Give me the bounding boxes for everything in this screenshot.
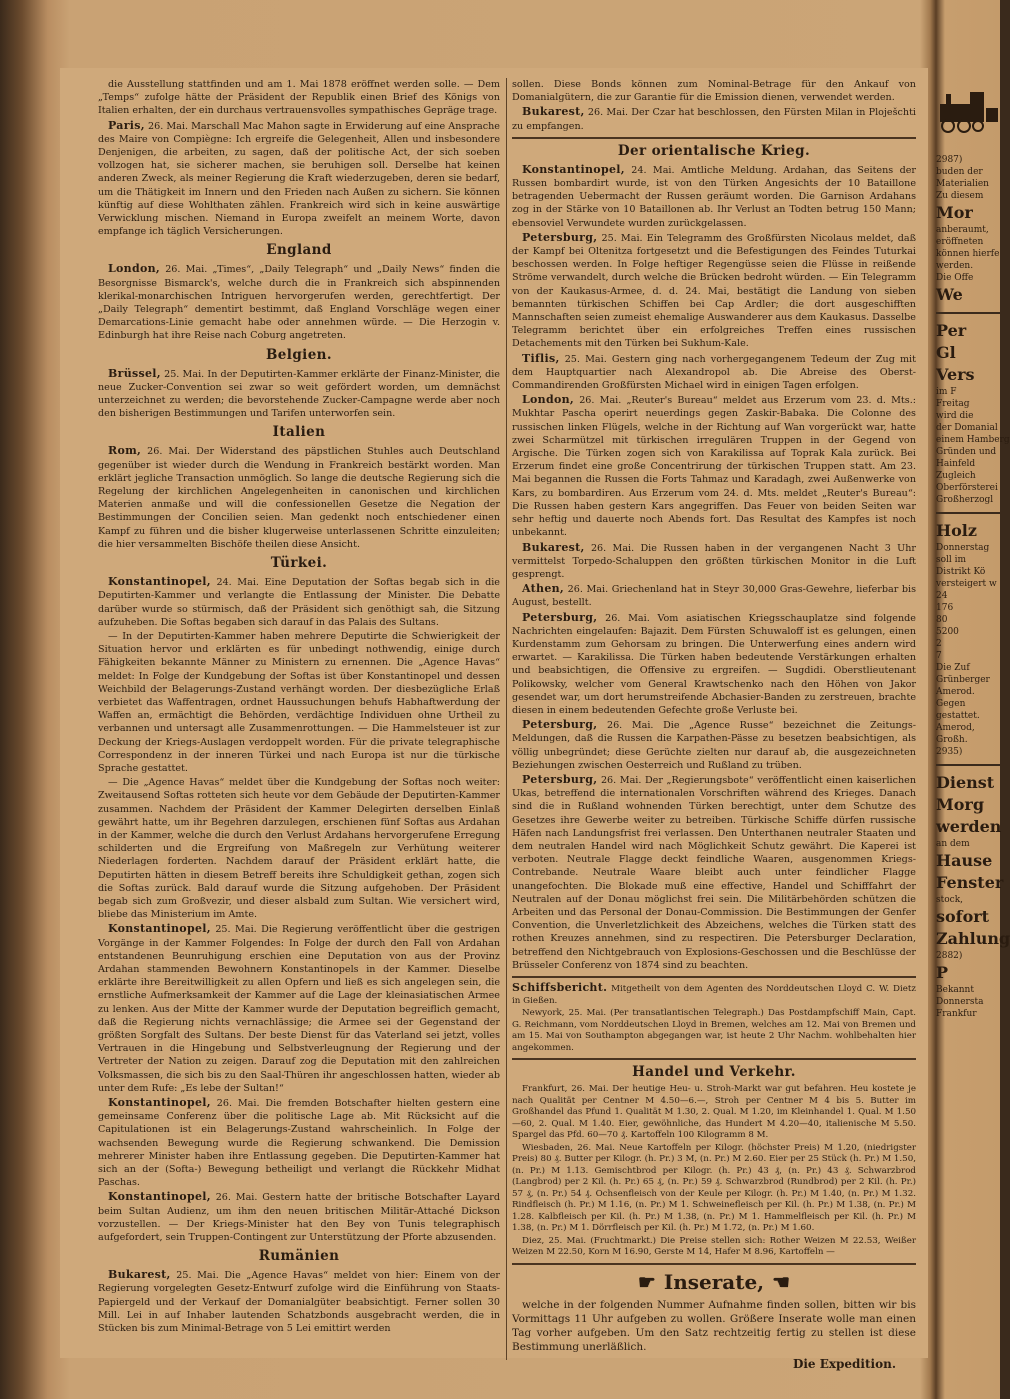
column-divider (506, 78, 507, 1360)
adjacent-page-line: Per (936, 321, 967, 340)
dateline: Petersburg, (522, 772, 598, 786)
article-text: 26. Mai. „Times“, „Daily Telegraph“ und „Daily News“ finden die Besorgnisse Bismarck's, welche durch die in Frankreich sich abspinnenden klerikal-monarchischen Intriguen hervorgerufen werden, gerechtfertigt. Der „Daily Telegraph“ dementirt bestimmt, daß England Vorschläge wegen einer Demarcations-Linie gemacht habe oder annehmen würde. — Die Herzogin v. Edinburgh hat ihre Reise nach Coburg angetreten. (98, 264, 500, 342)
pointing-hand-left-icon: ☚ (772, 1269, 791, 1294)
article-text: 26. Mai. Der Widerstand des päpstlichen Stuhles auch Deutschland gegenüber ist wieder durch die Wendung in Frankreich bestärkt worden. Man erklärt jegliche Transaction unmöglich. So lange die deutsche Regierung sich die Regelung der kirchlichen Angelegenheiten in canonischen und kirchlichen Materien anmaße und will die confessionellen Gesetze die Negation der Bestimmungen der Concilien seien. Man gedenkt noch entschiedener einen Kampf zu führen und die bisher klugerweise unterlassenen Schritte einzuleiten; die hier versammelten Bischöfe theilen diese Ansicht. (98, 446, 500, 550)
adjacent-page-line: Die Zuf (936, 663, 970, 673)
schiffsbericht-text: Newyork, 25. Mai. (Per transatlantischen Telegraph.) Das Postdampfschiff Main, Capt. G. Reichmann, vom Norddeutschen Lloyd in Bremen, welches am 12. Mai von Bremen und am 15. Mai von Southampton abgegangen war, ist heute 2 Uhr Nachm. wohlbehalten hier angekommen. (512, 1008, 916, 1053)
article-text: 26. Mai. Vom asiatischen Kriegsschauplatze sind folgende Nachrichten eingelaufen: Bajazit. Dem Fürsten Schuwaloff ist es gelungen, einen Kurdenstamm zum Gehorsam zu bringen. Die Unterwerfung eines andern wird erwartet. — Karakilissa. Die Türken haben bedeutende Verstärkungen erhalten und beabsichtigen, die Offensive zu ergreifen. — Sugdidi. Oberstlieutenant Polikowsky, welcher vom General Krawtschenko nach den Höhen von Jakor gesendet war, um dort herumstreifende Abchasier-Banden zu zerstreuen, brachte diesen in einem bedeutenden Gefechte große Verluste bei. (512, 612, 916, 716)
article-konstantinopel-3 (98, 1096, 500, 1189)
article-text: 26. Mai. Gestern hatte der britische Botschafter Layard beim Sultan Audienz, um ihm den neuen britischen Militär-Attaché Dickson vorzustellen. — Der Kriegs-Minister hat den Bey von Tunis telegraphisch aufgefordert, sein Truppen-Contingent zur Unterstützung der Pforte abzusenden. (98, 1192, 500, 1244)
adjacent-page-line: Bekannt (936, 985, 974, 995)
adjacent-page-line: eröffneten (936, 237, 984, 247)
article-text: 26. Mai. „Reuter's Bureau“ meldet aus Erzerum vom 23. d. Mts.: Mukhtar Pascha operirt neuerdings gegen Zaskir-Babaka. Die Colonne des russischen linken Flügels, welche in der Richtung auf Wan vorgerückt war, hatte zwei Scharmützel mit türkischen irregulären Truppen in der Gegend von Argische. Die Türken zogen sich von Karakilissa auf Toprak Kala zurück. Bei Erzerum findet eine große Concentrirung der türkischen Truppen statt. Am 23. Mai begannen die Russen die Forts Tahmaz und Karadagh, zwei Außenwerke von Kars, zu bombardiren. Aus Erzerum vom 24. d. Mts. meldet „Reuter's Bureau“: Die Russen haben gestern Kars angegriffen. Das Feuer von beiden Seiten war sehr heftig und dauerte noch Abends fort. Das Resultat des Kampfes ist noch unbekannt. (512, 395, 916, 539)
section-heading-belgien: Belgien. (266, 346, 332, 363)
adjacent-page-line: Hause (936, 851, 993, 870)
left-column (98, 78, 500, 1336)
dateline: London, (522, 393, 575, 407)
adjacent-page-line: sofort (936, 907, 990, 926)
adjacent-page-line: 2987) (936, 155, 963, 165)
pointing-hand-right-icon: ☛ (637, 1269, 656, 1294)
section-heading-rumaenien: Rumänien (258, 1248, 340, 1265)
dateline: Brüssel, (108, 366, 161, 380)
article-text: 26. Mai. Griechenland hat in Steyr 30,000 Gras-Gewehre, lieferbar bis August, bestellt. (512, 584, 916, 609)
adjacent-page-line: stock, (936, 895, 964, 905)
adjacent-page-line: Amerod. (936, 687, 975, 697)
adjacent-page-line: werden (936, 817, 1002, 836)
dateline: Bukarest, (108, 1268, 171, 1282)
article-petersburg-2 (512, 611, 916, 718)
adjacent-page-line: 2882) (936, 951, 963, 961)
article-london (98, 262, 500, 342)
dateline: Konstantinopel, (108, 922, 211, 936)
section-heading-italien: Italien (272, 424, 326, 441)
article-petersburg-1 (512, 231, 916, 351)
article-text: 25. Mai. Gestern ging nach vorhergegangenem Tedeum der Zug mit dem Hauptquartier nach Alexandropol ab. Die Abreise des Oberst-Commandirenden Großfürsten Michael wird in einigen Tagen erfolgen. (512, 353, 916, 392)
article-text: 25. Mai. In der Deputirten-Kammer erklärte der Finanz-Minister, die neue Zucker-Convention sei zwar so weit gefördert worden, um demnächst unterzeichnet zu werden; die bevorstehende Zucker-Campagne werde aber noch den bisherigen Bestimmungen und Tarifen unterworfen sein. (98, 368, 500, 420)
article-bruessel (98, 367, 500, 421)
adjacent-page-line: Gegen (936, 699, 966, 709)
article-tiflis (512, 352, 916, 393)
article-text: 25. Mai. Die Regierung veröffentlicht über die gestrigen Vorgänge in der Kammer Folgendes: In Folge der durch den Fall von Ardahan entstandenen Beunruhigung erschien eine Deputation von aus der Provinz Ardahan stammenden Bewohnern Konstantinopels in der Kammer. Dieselbe erklärte ihre Bereitwilligkeit zu allen Opfern und ließ es sich angelegen sein, die ernstliche Aufmerksamkeit der Kammer auf die Lage der kleinasiatischen Armee zu lenken. Aus der Mitte der Kammer wurde der Deputation begreiflich gemacht, daß die Regierung nichts vernachlässige; die Armee sei der Gegenstand der größten Sorgfalt des Sultans. Der beste Dienst für das Vaterland sei jetzt, volles Vertrauen in die Hingebung und Selbstverleugnung der Regierung und der Vertreter der Nation zu zeigen. Darauf zog die Deputation mit den zahlreichen Volksmassen, die sich bis zu den Saal-Thüren ihr angeschlossen hatten, wieder ab unter dem Rufe: „Es lebe der Sultan!“ (98, 924, 500, 1094)
adjacent-page-line: Oberförsterei (936, 483, 998, 493)
section-rule (512, 976, 916, 978)
adjacent-page-rule (936, 512, 1000, 514)
market-diez: Diez, 25. Mai. (Fruchtmarkt.) Die Preise stellen sich: Rother Weizen M 22.53, Weißer Weizen M 22.50, Korn M 16.90, Gerste M 14, Hafer M 8.96, Kartoffeln — (512, 1235, 916, 1257)
adjacent-page-line: versteigert w (936, 579, 997, 589)
inserate-text: welche in der folgenden Nummer Aufnahme finden sollen, bitten wir bis Vormittags 11 Uhr aufgeben zu wollen. Größere Inserate wolle man einen Tag vorher aufgeben. Um den Satz rechtzeitig fertig zu stellen ist diese Bestimmung unerläßlich. (512, 1298, 916, 1353)
article-bukarest-3 (512, 541, 916, 582)
adjacent-page-line: Vers (936, 365, 975, 384)
adjacent-page-line: Frankfur (936, 1009, 977, 1019)
section-heading-handel: Handel und Verkehr. (632, 1064, 796, 1080)
article-paragraph: — Die „Agence Havas“ meldet über die Kundgebung der Softas noch weiter: Zweitausend Softas rotteten sich heute vor dem Gebäude der Deputirten-Kammer zusammen. Nachdem der Präsident der Kammer Delegirten derselben Einlaß gewährt hatte, um ihr Begehren darzulegen, erschienen fünf Softas aus Ardahan in der Kammer, welche die durch den Verlust Ardahans hervorgerufene Erregung schilderten und die Ergreifung von Maßregeln zur Verhütung weiterer Niederlagen forderten. Nachdem darauf der Präsident erklärt hatte, die Deputirten hätten in diesem Betreff bereits ihre Schuldigkeit gethan, zogen sich die Softas zurück. Bald darauf wurde die Sitzung aufgehoben. Der Präsident begab sich zum Großvezir, und dieser alsbald zum Sultan. Wie versichert wird, bliebe das Ministerium im Amte. (98, 777, 500, 921)
article-text: 26. Mai. Die Russen haben in der vergangenen Nacht 3 Uhr vermittelst Torpedo-Schaluppen den größten türkischen Monitor in die Luft gesprengt. (512, 542, 916, 580)
dateline: Petersburg, (522, 610, 598, 624)
dateline: Tiflis, (522, 351, 560, 365)
adjacent-page-line: im F (936, 387, 957, 397)
section-rule (512, 1058, 916, 1060)
article-konstantinopel-1 (98, 575, 500, 629)
section-rule (512, 137, 916, 139)
adjacent-page-line: Grünberger (936, 675, 990, 685)
article-text: 25. Mai. Ein Telegramm des Großfürsten Nicolaus meldet, daß der Kampf bei Oltenitza fortgesetzt und die Befestigungen des Feindes Tuturkai beschossen werden. In Folge heftiger Regengüsse seien die Flüsse in reißende Ströme verwandelt, durch welche die Brücken bedroht würden. — Ein Telegramm von der Kaukasus-Armee, d. d. 24. Mai, bestätigt die Landung von sieben bemannten türkischen Schiffen bei Cap Ardler; die dort ausgeschifften Mannschaften seien zumeist ehemalige Auswanderer aus dem Kaukasus. Dasselbe Telegramm berichtet über ein erfolgreiches Treffen eines russischen Detachements mit den Türken bei Sukhum-Kale. (512, 232, 917, 350)
dateline: Konstantinopel, (108, 575, 211, 589)
adjacent-page-line: Gl (936, 343, 956, 362)
adjacent-page-line: an dem (936, 839, 970, 849)
adjacent-page-line: soll im (936, 555, 967, 565)
adjacent-page-line: Zahlung (936, 929, 1010, 948)
article-text: 25. Mai. Die „Agence Havas“ meldet von hier: Einem von der Regierung vorgelegten Gesetz-Entwurf zufolge wird die Einführung von Staats-Papiergeld und der Verkauf der Domanialgüter beabsichtigt. Ferner sollen 30 Mill. Lei in auf Inhaber lautenden Schatzbonds ausgebracht werden, die in Stücken bis zum Minimal-Betrage von 5 Lei emittirt werden (98, 1270, 500, 1335)
dateline: Petersburg, (522, 230, 598, 244)
adjacent-page-line: 80 (936, 615, 948, 625)
adjacent-page-line: Freitag (936, 399, 970, 409)
adjacent-page-line: wird die (936, 411, 974, 421)
adjacent-page-line: We (936, 285, 963, 304)
section-heading-krieg: Der orientalische Krieg. (617, 142, 811, 159)
dateline: Konstantinopel, (108, 1190, 211, 1204)
right-column (512, 78, 916, 1371)
article-rom (98, 444, 500, 551)
article-text: 24. Mai. Eine Deputation der Softas begab sich in die Deputirten-Kammer und verlangte die Entlassung der Minister. Die Debatte darüber wurde so stürmisch, daß der Präsident sich genöthigt sah, die Sitzung aufzuheben. Die Softas begaben sich darauf in das Palais des Sultans. (98, 577, 500, 628)
dateline: Konstantinopel, (108, 1096, 211, 1110)
dateline: Bukarest, (522, 105, 585, 119)
adjacent-page-line: Großherzogl (936, 495, 994, 505)
adjacent-page-line: Mor (936, 203, 973, 222)
dateline: Paris, (108, 118, 145, 132)
article-text: 26. Mai. Die „Agence Russe“ bezeichnet die Zeitungs-Meldungen, daß die Russen die Karpathen-Pässe zu besetzen beabsichtigen, als völlig unbegründet; diese Gerüchte zielten nur darauf ab, die ausgezeichneten Beziehungen zwischen Oesterreich und Rußland zu trüben. (512, 720, 916, 771)
adjacent-page-line: anberaumt, (936, 225, 989, 235)
adjacent-page-line: 2935) (936, 747, 963, 757)
adjacent-page-line: Amerod, (936, 723, 975, 733)
adjacent-page-line: der Domanial (936, 423, 998, 433)
article-paragraph: — In der Deputirten-Kammer haben mehrere Deputirte die Schwierigkeit der Situation hervor und erklärten es für unbedingt nothwendig, einige durch Fähigkeiten bekannte Männer zu Ministern zu ernennen. Die „Agence Havas“ meldet: In Folge der Kundgebung der Softas ist über Konstantinopel und dessen Weichbild der Belagerungs-Zustand verhängt worden. Der diesbezügliche Erlaß verbietet das Waffentragen, ordnet Haussuchungen behufs Habhaftwerdung der Waffen an, ermächtigt die Behörden, verdächtige Individuen ohne Urtheil zu verbannen und untersagt alle Zusammenrottungen. — Die Hammelsteuer ist zur Deckung der Kriegs-Auslagen verdoppelt worden. Für die private telegraphische Correspondenz in der inneren Türkei und nach Europa ist nur die türkische Sprache gestattet. (98, 630, 500, 774)
article-bukarest-2 (512, 105, 916, 132)
adjacent-page-line: P (936, 963, 949, 982)
inserate-banner (512, 1269, 916, 1295)
adjacent-page-line: 5200 (936, 627, 959, 637)
dateline: London, (108, 262, 161, 276)
adjacent-page-line: Zu diesem (936, 191, 984, 201)
market-frankfurt: Frankfurt, 26. Mai. Der heutige Heu- u. Stroh-Markt war gut befahren. Heu kostete je nach Qualität per Centner M 4.50—6.—, Stroh per Centner M 4 bis 5. Butter im Großhandel das Pfund 1. Qualität M 1.30, 2. Qual. M 1.20, im Kleinhandel 1. Qual. M 1.50—60, 2. Qual. M 1.40. Eier, gewöhnliche, das Hundert M 4.20—40, italienische M 5.50. Spargel das Pfd. 60—70 ₰. Kartoffeln 100 Kilogramm 8 M. (512, 1084, 916, 1140)
article-paragraph: die Ausstellung stattfinden und am 1. Mai 1878 eröffnet werden solle. — Dem „Temps“ zufolge hätte der Präsident der Republik einen Brief des Königs von Italien erhalten, der ein durchaus vertrauensvolles sympathisches Gepräge trage. (98, 79, 500, 117)
article-bukarest-1 (98, 1268, 500, 1335)
adjacent-page-line: buden der (936, 167, 983, 177)
section-heading-tuerkei: Türkei. (270, 555, 328, 572)
adjacent-page-line: 176 (936, 603, 954, 613)
dateline: Athen, (522, 582, 565, 596)
adjacent-page-rule (936, 312, 1000, 314)
locomotive-illustration (936, 80, 998, 140)
adjacent-page-line: 7 (936, 651, 942, 661)
adjacent-page-line: 24 (936, 591, 948, 601)
adjacent-page-line: Dienst (936, 773, 995, 792)
article-paris (98, 119, 500, 239)
adjacent-page-line: Holz (936, 521, 977, 540)
adjacent-page-line: Materialien (936, 179, 989, 189)
article-text: 26. Mai. Der Czar hat beschlossen, den Fürsten Milan in Ploješchti zu empfangen. (512, 107, 916, 132)
adjacent-page-line: einem Hamberg (936, 435, 1010, 445)
adjacent-page-line: Morg (936, 795, 984, 814)
adjacent-page-edge (936, 40, 1010, 1360)
dateline: Schiffsbericht. (512, 981, 608, 994)
adjacent-page-line: Fenster (936, 873, 1004, 892)
adjacent-page-line: Distrikt Kö (936, 567, 986, 577)
article-text: 24. Mai. Amtliche Meldung. Ardahan, das Seitens der Russen bombardirt wurde, ist von den Türken Angesichts der 10 Bataillone betragenden Uebermacht der Russen geräumt worden. Die Garnison Ardahans zog in der Stärke von 10 Bataillonen ab. Ihr Verlust an Todten betrug 150 Mann; ebensoviel Verwundete wurden zurückgelassen. (512, 164, 916, 229)
adjacent-page-line: Die Offe (936, 273, 974, 283)
article-petersburg-3 (512, 718, 916, 772)
section-heading-england: England (266, 242, 332, 259)
article-text: 26. Mai. Die fremden Botschafter hielten gestern eine gemeinsame Conferenz über die politische Lage ab. Mit Rücksicht auf die Capitulationen ist ein Belagerungs-Zustand wahrscheinlich. In Folge der wachsenden Bewegung wurde die Regierung schwankend. Die Demission mehrerer Minister haben ihre Entlassung gegeben. Die Deputirten-Kammer hat sich an der (Softa-) Bewegung betheiligt und verlangt die Rückkehr Midhat Paschas. (98, 1098, 500, 1189)
article-konstantinopel-2 (98, 922, 500, 1095)
adjacent-page-line: Gründen und (936, 447, 997, 457)
adjacent-page-rule (936, 764, 1000, 766)
adjacent-page-line: Großh. (936, 735, 968, 745)
article-text: Mitgetheilt von dem Agenten des Norddeutschen Lloyd C. W. Dietz in Gießen. (512, 984, 916, 1006)
adjacent-page-line: Donnerstag (936, 543, 990, 553)
section-rule (512, 1263, 916, 1265)
dateline: Konstantinopel, (522, 162, 625, 176)
article-paragraph: sollen. Diese Bonds können zum Nominal-Betrage für den Ankauf von Domanialgütern, die zur Garantie für die Emission dienen, verwendet werden. (512, 79, 916, 104)
dateline: Rom, (108, 444, 142, 458)
inserate-title: Inserate, (663, 1269, 765, 1294)
article-london-2 (512, 393, 916, 539)
schiffsbericht-heading (512, 982, 916, 1007)
article-text: 26. Mai. Marschall Mac Mahon sagte in Erwiderung auf eine Ansprache des Maire von Compiègne: Ich ergreife die Gelegenheit, Allen und insbesondere Denjenigen, die arbeiten, zu sagen, daß der politische Act, der sich soeben vollzogen hat, sie sicherer machen, sie beruhigen soll. Derselbe hat keinen anderen Zweck, als meiner Regierung die Kraft wiederzugeben, deren sie bedarf, um die Thätigkeit im Innern und den Frieden nach Außen zu sichern. Sie können künftig auf diese Wohlthaten zählen. Frankreich wird sich in keine auswärtige Verwicklung mischen. Niemand in Europa zweifelt an meinem Worte, davon empfange ich täglich Versicherungen. (98, 120, 500, 238)
inserate-signature: Die Expedition. (792, 1356, 896, 1371)
article-konstantinopel (512, 163, 916, 230)
adjacent-page-line: Zugleich (936, 471, 976, 481)
dateline: Petersburg, (522, 718, 598, 732)
dateline: Bukarest, (522, 540, 585, 554)
adjacent-page-line: Donnersta (936, 997, 984, 1007)
market-wiesbaden: Wiesbaden, 26. Mai. Neue Kartoffeln per Kilogr. (höchster Preis) M 1.20, (niedrigster Preis) 80 ₰. Butter per Kilogr. (h. Pr.) 3 M, (n. Pr.) M 2.60. Eier per 25 Stück (h. Pr.) M 1.50, (n. Pr.) M 1.13. Gemischtbrod per Kilogr. (h. Pr.) 43 ₰, (n. Pr.) 43 ₰. Schwarzbrod (Langbrod) per 2 Kil. (h. Pr.) 65 ₰, (n. Pr.) 59 ₰. Schwarzbrod (Rundbrod) per 2 Kil. (h. Pr.) 57 ₰, (n. Pr.) 54 ₰. Ochsenfleisch von der Keule per Kilogr. (h. Pr.) M 1.40, (n. Pr.) M 1.32. Rindfleisch (h. Pr.) M 1.16, (n. Pr.) M 1. Schweinefleisch per Kil. (h. Pr.) M 1.38, (n. Pr.) M 1.28. Kalbfleisch per Kil. (h. Pr.) M 1.38, (n. Pr.) M 1. Hammelfleisch per Kil. (h. Pr.) M 1.38, (n. Pr.) M 1. Dörrfleisch per Kil. (h. Pr.) M 1.72, (n. Pr.) M 1.60. (512, 1142, 916, 1233)
adjacent-page-line: können hierfe (936, 249, 1000, 259)
adjacent-page-line: 2 (936, 639, 942, 649)
article-petersburg-4 (512, 773, 916, 972)
article-konstantinopel-4 (98, 1190, 500, 1244)
article-athen (512, 582, 916, 609)
adjacent-page-line: werden. (936, 261, 974, 271)
adjacent-page-text (936, 154, 1010, 1020)
adjacent-page-line: Hainfeld (936, 459, 976, 469)
article-text: 26. Mai. Der „Regierungsbote“ veröffentlicht einen kaiserlichen Ukas, betreffend die internationalen Vorschriften während des Krieges. Danach sind die in Rußland wohnenden Türken berechtigt, unter dem Schutze des Gesetzes ihre Gewerbe weiter zu betreiben. Türkische Schiffe dürfen russische Häfen nach Landungsfrist frei verlassen. Den Unterthanen neutraler Staaten und dem neutralen Handel wird nach Möglichkeit Schutz gewährt. Die Kaperei ist verboten. Neutrale Flagge deckt feindliche Waaren, ausgenommen Kriegs-Contrebande. Neutrale Waare bleibt auch unter feindlicher Flagge unangefochten. Die Blokade muß eine effective, Handel und Schifffahrt der Neutralen auf der Donau möglichst frei sein. Die Militärbehörden schützen die Arbeiten und das Personal der Donau-Commission. Die Bestimmungen der Genfer Convention, die Unverletzlichkeit des Abzeichens, welches die Türken statt des rothen Kreuzes annehmen, sind zu respectiren. Die Petersburger Declaration, betreffend den Nichtgebrauch von Explosions-Geschossen und die Beschlüsse der Brüsseler Conferenz von 1874 sind zu beachten. (512, 774, 916, 971)
adjacent-page-line: gestattet. (936, 711, 980, 721)
